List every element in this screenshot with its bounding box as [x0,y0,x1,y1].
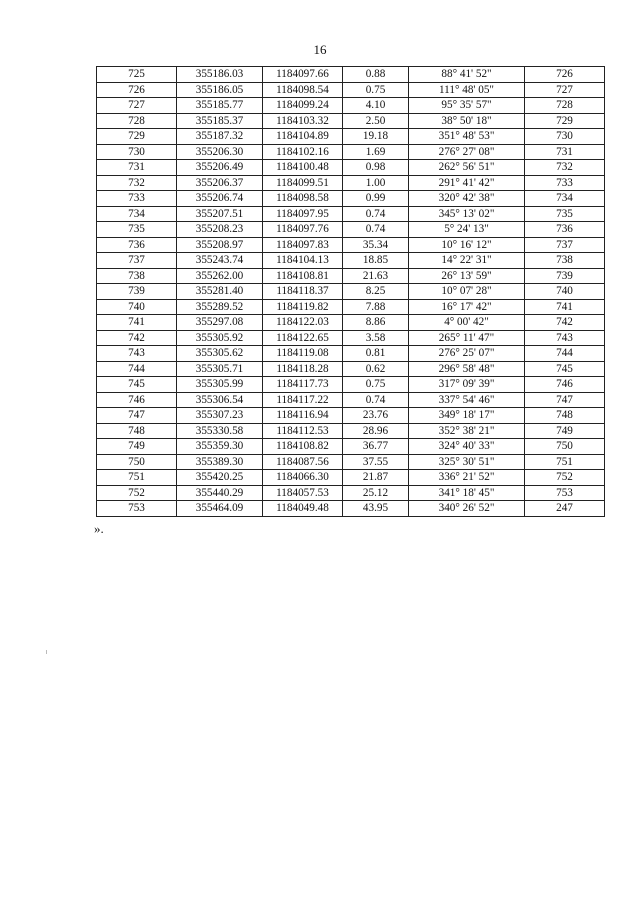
y-coordinate-cell: 1184119.82 [263,299,343,315]
distance-cell: 3.58 [343,330,409,346]
distance-cell: 0.98 [343,160,409,176]
next-point-cell: 727 [525,82,605,98]
margin-mark [46,650,47,654]
table-row [97,377,605,393]
x-coordinate-cell: 355289.52 [177,299,263,315]
next-point-cell: 749 [525,423,605,439]
y-coordinate-cell: 1184118.28 [263,361,343,377]
bearing-cell: 88° 41' 52" [409,67,525,83]
bearing-cell: 349° 18' 17" [409,408,525,424]
next-point-cell: 728 [525,98,605,114]
next-point-cell: 731 [525,144,605,160]
point-number-cell: 747 [97,408,177,424]
y-coordinate-cell: 1184122.03 [263,315,343,331]
y-coordinate-cell: 1184112.53 [263,423,343,439]
table-row [97,439,605,455]
table-row [97,330,605,346]
next-point-cell: 732 [525,160,605,176]
next-point-cell: 750 [525,439,605,455]
point-number-cell: 729 [97,129,177,145]
y-coordinate-cell: 1184097.66 [263,67,343,83]
bearing-cell: 10° 16' 12" [409,237,525,253]
distance-cell: 35.34 [343,237,409,253]
distance-cell: 8.25 [343,284,409,300]
x-coordinate-cell: 355389.30 [177,454,263,470]
point-number-cell: 748 [97,423,177,439]
y-coordinate-cell: 1184097.76 [263,222,343,238]
distance-cell: 0.74 [343,206,409,222]
y-coordinate-cell: 1184117.22 [263,392,343,408]
next-point-cell: 739 [525,268,605,284]
bearing-cell: 325° 30' 51" [409,454,525,470]
x-coordinate-cell: 355208.23 [177,222,263,238]
x-coordinate-cell: 355305.92 [177,330,263,346]
point-number-cell: 738 [97,268,177,284]
point-number-cell: 746 [97,392,177,408]
table-row [97,82,605,98]
distance-cell: 36.77 [343,439,409,455]
next-point-cell: 742 [525,315,605,331]
coordinates-table [96,66,605,517]
point-number-cell: 725 [97,67,177,83]
next-point-cell: 740 [525,284,605,300]
y-coordinate-cell: 1184117.73 [263,377,343,393]
closing-quote-mark: ». [94,521,104,536]
next-point-cell: 247 [525,501,605,517]
bearing-cell: 296° 58' 48" [409,361,525,377]
y-coordinate-cell: 1184057.53 [263,485,343,501]
bearing-cell: 276° 25' 07" [409,346,525,362]
point-number-cell: 730 [97,144,177,160]
x-coordinate-cell: 355305.71 [177,361,263,377]
next-point-cell: 743 [525,330,605,346]
point-number-cell: 750 [97,454,177,470]
bearing-cell: 4° 00' 42" [409,315,525,331]
point-number-cell: 737 [97,253,177,269]
x-coordinate-cell: 355186.05 [177,82,263,98]
distance-cell: 23.76 [343,408,409,424]
table-row [97,67,605,83]
point-number-cell: 728 [97,113,177,129]
y-coordinate-cell: 1184100.48 [263,160,343,176]
y-coordinate-cell: 1184103.32 [263,113,343,129]
x-coordinate-cell: 355420.25 [177,470,263,486]
page-number: 16 [313,42,327,57]
y-coordinate-cell: 1184099.24 [263,98,343,114]
point-number-cell: 753 [97,501,177,517]
point-number-cell: 731 [97,160,177,176]
distance-cell: 0.74 [343,392,409,408]
distance-cell: 0.99 [343,191,409,207]
distance-cell: 21.87 [343,470,409,486]
distance-cell: 2.50 [343,113,409,129]
next-point-cell: 737 [525,237,605,253]
bearing-cell: 351° 48' 53" [409,129,525,145]
bearing-cell: 262° 56' 51" [409,160,525,176]
distance-cell: 8.86 [343,315,409,331]
next-point-cell: 748 [525,408,605,424]
next-point-cell: 730 [525,129,605,145]
distance-cell: 0.88 [343,67,409,83]
next-point-cell: 744 [525,346,605,362]
y-coordinate-cell: 1184122.65 [263,330,343,346]
x-coordinate-cell: 355208.97 [177,237,263,253]
x-coordinate-cell: 355359.30 [177,439,263,455]
point-number-cell: 742 [97,330,177,346]
next-point-cell: 745 [525,361,605,377]
bearing-cell: 352° 38' 21" [409,423,525,439]
distance-cell: 0.75 [343,82,409,98]
x-coordinate-cell: 355307.23 [177,408,263,424]
point-number-cell: 732 [97,175,177,191]
distance-cell: 18.85 [343,253,409,269]
bearing-cell: 345° 13' 02" [409,206,525,222]
bearing-cell: 38° 50' 18" [409,113,525,129]
y-coordinate-cell: 1184066.30 [263,470,343,486]
y-coordinate-cell: 1184099.51 [263,175,343,191]
point-number-cell: 727 [97,98,177,114]
table-row [97,144,605,160]
point-number-cell: 745 [97,377,177,393]
bearing-cell: 337° 54' 46" [409,392,525,408]
table-row [97,206,605,222]
bearing-cell: 26° 13' 59" [409,268,525,284]
x-coordinate-cell: 355206.74 [177,191,263,207]
bearing-cell: 265° 11' 47" [409,330,525,346]
next-point-cell: 726 [525,67,605,83]
table-row [97,284,605,300]
table-row [97,160,605,176]
point-number-cell: 739 [97,284,177,300]
x-coordinate-cell: 355187.32 [177,129,263,145]
table-row [97,361,605,377]
bearing-cell: 324° 40' 33" [409,439,525,455]
x-coordinate-cell: 355206.37 [177,175,263,191]
table-row [97,501,605,517]
distance-cell: 25.12 [343,485,409,501]
point-number-cell: 733 [97,191,177,207]
point-number-cell: 726 [97,82,177,98]
table-row [97,392,605,408]
x-coordinate-cell: 355207.51 [177,206,263,222]
table-row [97,253,605,269]
bearing-cell: 111° 48' 05" [409,82,525,98]
point-number-cell: 743 [97,346,177,362]
table-row [97,408,605,424]
x-coordinate-cell: 355185.77 [177,98,263,114]
point-number-cell: 741 [97,315,177,331]
next-point-cell: 735 [525,206,605,222]
next-point-cell: 729 [525,113,605,129]
distance-cell: 1.69 [343,144,409,160]
point-number-cell: 740 [97,299,177,315]
distance-cell: 0.81 [343,346,409,362]
next-point-cell: 751 [525,454,605,470]
next-point-cell: 747 [525,392,605,408]
x-coordinate-cell: 355281.40 [177,284,263,300]
y-coordinate-cell: 1184118.37 [263,284,343,300]
y-coordinate-cell: 1184104.13 [263,253,343,269]
table-row [97,175,605,191]
distance-cell: 37.55 [343,454,409,470]
y-coordinate-cell: 1184097.95 [263,206,343,222]
bearing-cell: 95° 35' 57" [409,98,525,114]
bearing-cell: 340° 26' 52" [409,501,525,517]
bearing-cell: 291° 41' 42" [409,175,525,191]
distance-cell: 28.96 [343,423,409,439]
distance-cell: 7.88 [343,299,409,315]
distance-cell: 0.62 [343,361,409,377]
table-row [97,113,605,129]
bearing-cell: 5° 24' 13" [409,222,525,238]
point-number-cell: 751 [97,470,177,486]
x-coordinate-cell: 355440.29 [177,485,263,501]
table-row [97,98,605,114]
point-number-cell: 744 [97,361,177,377]
bearing-cell: 16° 17' 42" [409,299,525,315]
y-coordinate-cell: 1184116.94 [263,408,343,424]
y-coordinate-cell: 1184097.83 [263,237,343,253]
x-coordinate-cell: 355243.74 [177,253,263,269]
bearing-cell: 276° 27' 08" [409,144,525,160]
bearing-cell: 317° 09' 39" [409,377,525,393]
x-coordinate-cell: 355186.03 [177,67,263,83]
x-coordinate-cell: 355297.08 [177,315,263,331]
table-row [97,423,605,439]
table-row [97,454,605,470]
point-number-cell: 749 [97,439,177,455]
next-point-cell: 736 [525,222,605,238]
next-point-cell: 738 [525,253,605,269]
next-point-cell: 752 [525,470,605,486]
y-coordinate-cell: 1184108.82 [263,439,343,455]
x-coordinate-cell: 355305.99 [177,377,263,393]
bearing-cell: 341° 18' 45" [409,485,525,501]
table-row [97,485,605,501]
table-row [97,299,605,315]
table-row [97,237,605,253]
distance-cell: 19.18 [343,129,409,145]
bearing-cell: 10° 07' 28" [409,284,525,300]
next-point-cell: 741 [525,299,605,315]
distance-cell: 43.95 [343,501,409,517]
table-row [97,315,605,331]
bearing-cell: 336° 21' 52" [409,470,525,486]
coordinates-table-body [97,67,605,517]
table-row [97,191,605,207]
distance-cell: 21.63 [343,268,409,284]
next-point-cell: 753 [525,485,605,501]
distance-cell: 4.10 [343,98,409,114]
table-row [97,268,605,284]
table-row [97,346,605,362]
distance-cell: 0.75 [343,377,409,393]
y-coordinate-cell: 1184102.16 [263,144,343,160]
y-coordinate-cell: 1184049.48 [263,501,343,517]
bearing-cell: 14° 22' 31" [409,253,525,269]
x-coordinate-cell: 355305.62 [177,346,263,362]
next-point-cell: 746 [525,377,605,393]
y-coordinate-cell: 1184104.89 [263,129,343,145]
point-number-cell: 735 [97,222,177,238]
y-coordinate-cell: 1184119.08 [263,346,343,362]
x-coordinate-cell: 355306.54 [177,392,263,408]
y-coordinate-cell: 1184108.81 [263,268,343,284]
distance-cell: 0.74 [343,222,409,238]
next-point-cell: 734 [525,191,605,207]
point-number-cell: 736 [97,237,177,253]
x-coordinate-cell: 355330.58 [177,423,263,439]
bearing-cell: 320° 42' 38" [409,191,525,207]
distance-cell: 1.00 [343,175,409,191]
x-coordinate-cell: 355262.00 [177,268,263,284]
table-row [97,222,605,238]
point-number-cell: 734 [97,206,177,222]
x-coordinate-cell: 355464.09 [177,501,263,517]
table-row [97,470,605,486]
y-coordinate-cell: 1184098.58 [263,191,343,207]
table-row [97,129,605,145]
y-coordinate-cell: 1184098.54 [263,82,343,98]
point-number-cell: 752 [97,485,177,501]
x-coordinate-cell: 355206.49 [177,160,263,176]
next-point-cell: 733 [525,175,605,191]
y-coordinate-cell: 1184087.56 [263,454,343,470]
x-coordinate-cell: 355185.37 [177,113,263,129]
x-coordinate-cell: 355206.30 [177,144,263,160]
